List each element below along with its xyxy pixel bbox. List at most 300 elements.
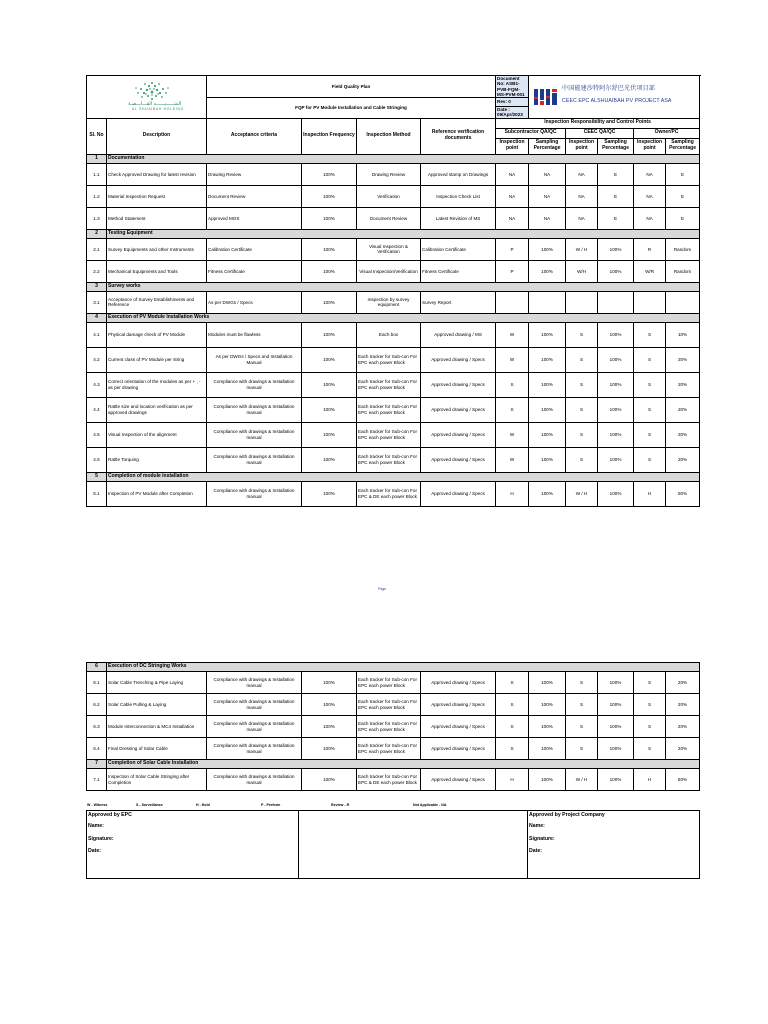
- acceptance-criteria: Compliance with drawings & Installation manual: [207, 694, 302, 716]
- section-title: Execution of DC Stringing Works: [107, 663, 700, 672]
- reference-document: Approved drawing / Specs: [421, 481, 496, 506]
- subcontractor-inspection-point: S: [496, 397, 529, 422]
- item-description: Acceptance of Survey Establishments and Reference: [107, 291, 207, 313]
- ceec-sampling: 100%: [598, 716, 634, 738]
- item-number: 1.1: [87, 163, 107, 185]
- inspection-method: Each tracker for Sub-con For EPC each power Block: [357, 694, 421, 716]
- item-description: Material Inspection Request: [107, 185, 207, 207]
- section-title: Execution of PV Module Installation Works: [107, 313, 700, 322]
- owner-inspection-point: NA: [634, 163, 666, 185]
- subcontractor-sampling: 100%: [529, 422, 566, 447]
- epc-date-field[interactable]: Date:: [88, 848, 101, 854]
- inspection-method: Document Review: [357, 207, 421, 229]
- inspection-method: Each tracker for Sub-con For EPC each power Block: [357, 738, 421, 760]
- company-logo-cell: [87, 76, 207, 119]
- item-description: Mechanical Equipments and Tools: [107, 260, 207, 282]
- col-subcontractor: Subcontractor QA/QC: [496, 128, 566, 138]
- epc-name-field[interactable]: Name:: [88, 823, 104, 829]
- item-number: 2.1: [87, 238, 107, 260]
- ceec-inspection-point: NA: [566, 163, 598, 185]
- item-number: 4.3: [87, 372, 107, 397]
- subcontractor-inspection-point: H: [496, 769, 529, 791]
- col-sub-inspection-point: Inspection point: [496, 138, 529, 154]
- ceec-sampling: 100%: [598, 481, 634, 506]
- ceec-sampling: E: [598, 163, 634, 185]
- table-row: [87, 185, 700, 207]
- section-title: Testing Equipment: [107, 229, 700, 238]
- inspection-frequency: 100%: [302, 769, 357, 791]
- revision: Rev: 0: [496, 98, 529, 107]
- subcontractor-sampling: 100%: [529, 738, 566, 760]
- ceec-sampling: 100%: [598, 422, 634, 447]
- approval-block: [86, 810, 700, 879]
- subcontractor-sampling: 100%: [529, 481, 566, 506]
- inspection-frequency: 100%: [302, 207, 357, 229]
- inspection-method: Each tracker for Sub-con For EPC each power Block: [357, 397, 421, 422]
- legend-surveillance: S - Surveillance: [136, 803, 163, 807]
- col-ceec-sampling: Sampling Percentage: [598, 138, 634, 154]
- owner-sampling: Random: [666, 260, 700, 282]
- inspection-frequency: 100%: [302, 347, 357, 372]
- section-title: Completion of module installation: [107, 472, 700, 481]
- pc-name-field[interactable]: Name:: [529, 823, 545, 829]
- reference-document: Survey Report: [421, 291, 496, 313]
- inspection-frequency: 100%: [302, 738, 357, 760]
- subcontractor-inspection-point: W: [496, 422, 529, 447]
- item-description: Solar Cable Trenching & Pipe Laying: [107, 672, 207, 694]
- subcontractor-sampling: [529, 291, 566, 313]
- inspection-method: Visual Inspection/Verification: [357, 260, 421, 282]
- item-number: 1.2: [87, 185, 107, 207]
- legend-witness: W - Witness: [87, 803, 108, 807]
- item-number: 5.1: [87, 481, 107, 506]
- client-logo-cell: [529, 76, 700, 119]
- table-row: [87, 769, 700, 791]
- legend-not-applicable: Not Applicable - NA: [413, 803, 447, 807]
- owner-inspection-point: NA: [634, 185, 666, 207]
- pc-signature-field[interactable]: Signature:: [529, 835, 555, 842]
- ceec-sampling: 100%: [598, 397, 634, 422]
- owner-inspection-point: S: [634, 447, 666, 472]
- section-row: [87, 154, 700, 163]
- item-description: Rattle size and location verification as per approved drawings: [107, 397, 207, 422]
- subcontractor-inspection-point: S: [496, 372, 529, 397]
- section-title: Survey works: [107, 282, 700, 291]
- item-description: Inspection of Solar Cable Stringing after Completion: [107, 769, 207, 791]
- inspection-frequency: 100%: [302, 372, 357, 397]
- item-number: 4.2: [87, 347, 107, 372]
- section-row: [87, 663, 700, 672]
- inspection-frequency: 100%: [302, 481, 357, 506]
- inspection-method: Each tracker for Sub-con For EPC each power Block: [357, 672, 421, 694]
- subcontractor-sampling: NA: [529, 163, 566, 185]
- company-logo-arabic: الشـــــبــــــه القـــابــضـة: [128, 100, 182, 107]
- col-owner-sampling: Sampling Percentage: [666, 138, 700, 154]
- col-frequency: Inspection Frequency: [302, 118, 357, 154]
- item-number: 1.3: [87, 207, 107, 229]
- owner-sampling: 20%: [666, 347, 700, 372]
- acceptance-criteria: Compliance with drawings & Installation manual: [207, 447, 302, 472]
- ceec-inspection-point: W / H: [566, 238, 598, 260]
- owner-sampling: 20%: [666, 397, 700, 422]
- item-number: 4.5: [87, 422, 107, 447]
- section-row: [87, 282, 700, 291]
- inspection-method: Each tracker for Sub-con For EPC each power Block: [357, 372, 421, 397]
- item-number: 4.4: [87, 397, 107, 422]
- company-logo-english: AL SHUAIBAH HOLDING: [132, 106, 184, 111]
- plan-title: Field Quality Plan: [207, 76, 496, 98]
- inspection-frequency: 100%: [302, 397, 357, 422]
- table-header: [87, 76, 700, 155]
- inspection-method: Drawing Review: [357, 163, 421, 185]
- subcontractor-inspection-point: [496, 291, 529, 313]
- ceec-inspection-point: S: [566, 322, 598, 347]
- table-row: [87, 260, 700, 282]
- owner-sampling: 20%: [666, 716, 700, 738]
- ceec-sampling: 100%: [598, 238, 634, 260]
- subcontractor-sampling: 100%: [529, 260, 566, 282]
- section-number: 2: [87, 229, 107, 238]
- owner-sampling: 20%: [666, 422, 700, 447]
- inspection-method: Visual Inspection & Verification: [357, 238, 421, 260]
- legend: [86, 802, 699, 810]
- inspection-method: Each tracker for Sub-con For EPC each power Block: [357, 347, 421, 372]
- subcontractor-sampling: 100%: [529, 447, 566, 472]
- col-sub-sampling: Sampling Percentage: [529, 138, 566, 154]
- section-number: 1: [87, 154, 107, 163]
- owner-inspection-point: S: [634, 694, 666, 716]
- reference-document: Approved drawing / Specs: [421, 716, 496, 738]
- owner-inspection-point: S: [634, 672, 666, 694]
- owner-sampling: 20%: [666, 672, 700, 694]
- item-description: Module Interconnection & MC4 Installation: [107, 716, 207, 738]
- pc-title: Approved by Project Company: [529, 812, 605, 818]
- col-description: Description: [107, 118, 207, 154]
- reference-document: Inspection Check List: [421, 185, 496, 207]
- fqp-table-page-1: [86, 75, 700, 507]
- section-row: [87, 313, 700, 322]
- acceptance-criteria: Compliance with drawings & Installation manual: [207, 738, 302, 760]
- ceec-inspection-point: S: [566, 447, 598, 472]
- subcontractor-sampling: 100%: [529, 372, 566, 397]
- owner-inspection-point: S: [634, 347, 666, 372]
- ceec-inspection-point: NA: [566, 185, 598, 207]
- item-description: Rattle Torquing: [107, 447, 207, 472]
- legend-perform: P - Perform: [261, 803, 281, 807]
- section-number: 6: [87, 663, 107, 672]
- reference-document: Approved drawing / Specs: [421, 397, 496, 422]
- table-row: [87, 322, 700, 347]
- acceptance-criteria: Compliance with drawings & Installation manual: [207, 422, 302, 447]
- section-title: Completion of Solar Cable Installation: [107, 760, 700, 769]
- ceec-sampling: E: [598, 185, 634, 207]
- owner-sampling: 50%: [666, 481, 700, 506]
- reference-document: Approved drawing / Specs: [421, 347, 496, 372]
- item-number: 4.6: [87, 447, 107, 472]
- fqp-table-page-2: [86, 662, 700, 791]
- acceptance-criteria: Modules must be flawless: [207, 322, 302, 347]
- acceptance-criteria: Calibration Certificate: [207, 238, 302, 260]
- section-row: [87, 472, 700, 481]
- owner-inspection-point: S: [634, 738, 666, 760]
- section-title: Documentation: [107, 154, 700, 163]
- item-description: Method Statement: [107, 207, 207, 229]
- ceec-sampling: 100%: [598, 260, 634, 282]
- client-logo-icon: [532, 86, 560, 108]
- subcontractor-sampling: 100%: [529, 694, 566, 716]
- subcontractor-inspection-point: P: [496, 238, 529, 260]
- ceec-inspection-point: W / H: [566, 481, 598, 506]
- ceec-inspection-point: S: [566, 672, 598, 694]
- approved-by-epc: [87, 811, 299, 879]
- plan-subtitle: FQP for PV Module Installation and Cable Stringing: [207, 98, 496, 119]
- epc-title: Approved by EPC: [88, 812, 132, 818]
- reference-document: Approved stamp on Drawings: [421, 163, 496, 185]
- ceec-inspection-point: W/H: [566, 260, 598, 282]
- subcontractor-sampling: 100%: [529, 238, 566, 260]
- table-row: [87, 163, 700, 185]
- table-body: [87, 663, 700, 791]
- ceec-sampling: 100%: [598, 447, 634, 472]
- subcontractor-inspection-point: S: [496, 738, 529, 760]
- ceec-sampling: 100%: [598, 347, 634, 372]
- acceptance-criteria: Approved MOS: [207, 207, 302, 229]
- table-row: [87, 716, 700, 738]
- section-number: 3: [87, 282, 107, 291]
- acceptance-criteria: Drawing Review: [207, 163, 302, 185]
- page-marker: Page: [378, 587, 387, 591]
- subcontractor-inspection-point: W: [496, 347, 529, 372]
- owner-inspection-point: S: [634, 397, 666, 422]
- acceptance-criteria: As per DWGs / Specs and Installation Manual: [207, 347, 302, 372]
- subcontractor-inspection-point: W: [496, 447, 529, 472]
- table-row: [87, 207, 700, 229]
- reference-document: Approved drawing / Specs: [421, 769, 496, 791]
- epc-signature-field[interactable]: Signature:: [88, 835, 114, 842]
- ceec-sampling: 100%: [598, 322, 634, 347]
- table-row: [87, 672, 700, 694]
- owner-inspection-point: S: [634, 322, 666, 347]
- section-number: 4: [87, 313, 107, 322]
- reference-document: Approved drawing / Specs: [421, 372, 496, 397]
- item-description: Check Approved Drawing for latest revision: [107, 163, 207, 185]
- item-description: Solar Cable Pulling & Laying: [107, 694, 207, 716]
- owner-sampling: 20%: [666, 447, 700, 472]
- owner-inspection-point: S: [634, 372, 666, 397]
- inspection-frequency: 100%: [302, 694, 357, 716]
- subcontractor-sampling: 100%: [529, 347, 566, 372]
- ceec-sampling: 100%: [598, 694, 634, 716]
- inspection-frequency: 100%: [302, 716, 357, 738]
- document-date: Date : 09/Apr/2023: [496, 107, 529, 119]
- subcontractor-inspection-point: W: [496, 322, 529, 347]
- subcontractor-sampling: NA: [529, 185, 566, 207]
- item-number: 7.1: [87, 769, 107, 791]
- table-row: [87, 694, 700, 716]
- ceec-inspection-point: S: [566, 422, 598, 447]
- item-description: Visual Inspection of the alignment: [107, 422, 207, 447]
- acceptance-criteria: Compliance with drawings & Installation manual: [207, 372, 302, 397]
- owner-sampling: 50%: [666, 769, 700, 791]
- inspection-method: Inspection by survey equipment: [357, 291, 421, 313]
- approved-by-project-company: [528, 811, 700, 879]
- owner-inspection-point: S: [634, 422, 666, 447]
- client-logo-english: CEEC EPC ALSHUAIBAH PV PROJECT ASA: [562, 97, 672, 104]
- ceec-sampling: 100%: [598, 672, 634, 694]
- ceec-inspection-point: S: [566, 347, 598, 372]
- inspection-method: Each tracker for Sub-con For EPC each power Block: [357, 447, 421, 472]
- subcontractor-sampling: 100%: [529, 672, 566, 694]
- owner-sampling: Random: [666, 238, 700, 260]
- col-ceec: CEEC QA/QC: [566, 128, 634, 138]
- subcontractor-inspection-point: S: [496, 716, 529, 738]
- item-number: 6.4: [87, 738, 107, 760]
- ceec-sampling: E: [598, 207, 634, 229]
- subcontractor-inspection-point: NA: [496, 207, 529, 229]
- owner-sampling: E: [666, 207, 700, 229]
- ceec-inspection-point: S: [566, 738, 598, 760]
- table-row: [87, 481, 700, 506]
- subcontractor-inspection-point: H: [496, 481, 529, 506]
- subcontractor-inspection-point: S: [496, 672, 529, 694]
- client-logo-chinese: 中国能建沙特阿尔舒巴光伏项目部: [562, 85, 656, 92]
- owner-sampling: E: [666, 185, 700, 207]
- col-sl-no: Sl. No: [87, 118, 107, 154]
- item-description: Current class of PV Module per string: [107, 347, 207, 372]
- item-description: Correct orientation of the modules as per + , - as per drawing: [107, 372, 207, 397]
- item-number: 6.3: [87, 716, 107, 738]
- inspection-method: Each tracker for Sub-con For EPC each power Block: [357, 716, 421, 738]
- item-number: 6.2: [87, 694, 107, 716]
- section-row: [87, 760, 700, 769]
- acceptance-criteria: Compliance with drawings & Installation manual: [207, 769, 302, 791]
- subcontractor-sampling: NA: [529, 207, 566, 229]
- col-acceptance: Acceptance criteria: [207, 118, 302, 154]
- reference-document: Latest Revision of MS: [421, 207, 496, 229]
- inspection-frequency: 100%: [302, 260, 357, 282]
- owner-sampling: [666, 291, 700, 313]
- section-row: [87, 229, 700, 238]
- ceec-inspection-point: W / H: [566, 769, 598, 791]
- ceec-inspection-point: NA: [566, 207, 598, 229]
- reference-document: Approved drawing / Specs: [421, 694, 496, 716]
- subcontractor-sampling: 100%: [529, 716, 566, 738]
- acceptance-criteria: Document Review: [207, 185, 302, 207]
- reference-document: Approved drawing / MS: [421, 322, 496, 347]
- owner-sampling: 20%: [666, 738, 700, 760]
- ceec-inspection-point: [566, 291, 598, 313]
- table-body: [87, 154, 700, 506]
- acceptance-criteria: Compliance with drawings & Installation manual: [207, 672, 302, 694]
- owner-inspection-point: R: [634, 238, 666, 260]
- owner-inspection-point: S: [634, 716, 666, 738]
- owner-sampling: 20%: [666, 694, 700, 716]
- subcontractor-inspection-point: NA: [496, 163, 529, 185]
- inspection-frequency: 100%: [302, 322, 357, 347]
- inspection-frequency: 100%: [302, 238, 357, 260]
- inspection-method: Each box: [357, 322, 421, 347]
- section-number: 5: [87, 472, 107, 481]
- reference-document: Approved drawing / Specs: [421, 738, 496, 760]
- approval-spacer: [299, 811, 528, 879]
- inspection-method: Each tracker for Sub-con For EPC & DE each power Block: [357, 481, 421, 506]
- inspection-frequency: 100%: [302, 185, 357, 207]
- inspection-method: Each tracker for Sub-con For EPC & DE each power Block: [357, 769, 421, 791]
- ceec-inspection-point: S: [566, 397, 598, 422]
- ceec-inspection-point: S: [566, 716, 598, 738]
- ceec-inspection-point: S: [566, 694, 598, 716]
- table-row: [87, 447, 700, 472]
- acceptance-criteria: Compliance with drawings & Installation manual: [207, 397, 302, 422]
- table-row: [87, 347, 700, 372]
- ceec-inspection-point: S: [566, 372, 598, 397]
- item-number: 4.1: [87, 322, 107, 347]
- subcontractor-sampling: 100%: [529, 397, 566, 422]
- ceec-sampling: 100%: [598, 769, 634, 791]
- legend-hold: H - Hold: [196, 803, 210, 807]
- col-reference: Reference verification documents: [421, 118, 496, 154]
- col-owner-inspection-point: Inspection point: [634, 138, 666, 154]
- reference-document: Approved drawing / Specs: [421, 422, 496, 447]
- table-row: [87, 238, 700, 260]
- table-row: [87, 738, 700, 760]
- subcontractor-sampling: 100%: [529, 769, 566, 791]
- acceptance-criteria: As per DWGs / Specs: [207, 291, 302, 313]
- owner-inspection-point: [634, 291, 666, 313]
- inspection-method: Each tracker for Sub-con For EPC each power Block: [357, 422, 421, 447]
- table-row: [87, 422, 700, 447]
- subcontractor-inspection-point: S: [496, 694, 529, 716]
- inspection-frequency: 100%: [302, 291, 357, 313]
- item-description: Inspection of PV Module after Completion: [107, 481, 207, 506]
- section-number: 7: [87, 760, 107, 769]
- pc-date-field[interactable]: Date:: [529, 848, 542, 854]
- ceec-sampling: [598, 291, 634, 313]
- inspection-frequency: 100%: [302, 422, 357, 447]
- col-responsibility: Inspection Responsibility and Control Points: [496, 118, 700, 128]
- ceec-sampling: 100%: [598, 372, 634, 397]
- item-description: Survey Equipments and other Instruments: [107, 238, 207, 260]
- owner-inspection-point: W/R: [634, 260, 666, 282]
- item-number: 3.1: [87, 291, 107, 313]
- inspection-frequency: 100%: [302, 163, 357, 185]
- acceptance-criteria: Compliance with drawings & Installation manual: [207, 716, 302, 738]
- reference-document: Fitness Certificate: [421, 260, 496, 282]
- table-row: [87, 397, 700, 422]
- item-description: Final Dressing of Solar Cable: [107, 738, 207, 760]
- inspection-frequency: 100%: [302, 447, 357, 472]
- col-method: Inspection Method: [357, 118, 421, 154]
- inspection-frequency: 100%: [302, 672, 357, 694]
- legend-review: Review - R: [331, 803, 350, 807]
- table-row: [87, 372, 700, 397]
- table-row: [87, 291, 700, 313]
- item-description: Physical damage check of PV Module: [107, 322, 207, 347]
- owner-inspection-point: H: [634, 481, 666, 506]
- col-ceec-inspection-point: Inspection point: [566, 138, 598, 154]
- acceptance-criteria: Fitness Certificate: [207, 260, 302, 282]
- reference-document: Calibration Certificate: [421, 238, 496, 260]
- owner-sampling: 20%: [666, 372, 700, 397]
- reference-document: Approved drawing / Specs: [421, 447, 496, 472]
- reference-document: Approved drawing / Specs: [421, 672, 496, 694]
- col-owner: Owner/PC: [634, 128, 700, 138]
- owner-sampling: E: [666, 163, 700, 185]
- subcontractor-inspection-point: NA: [496, 185, 529, 207]
- owner-inspection-point: NA: [634, 207, 666, 229]
- owner-inspection-point: H: [634, 769, 666, 791]
- inspection-method: Verification: [357, 185, 421, 207]
